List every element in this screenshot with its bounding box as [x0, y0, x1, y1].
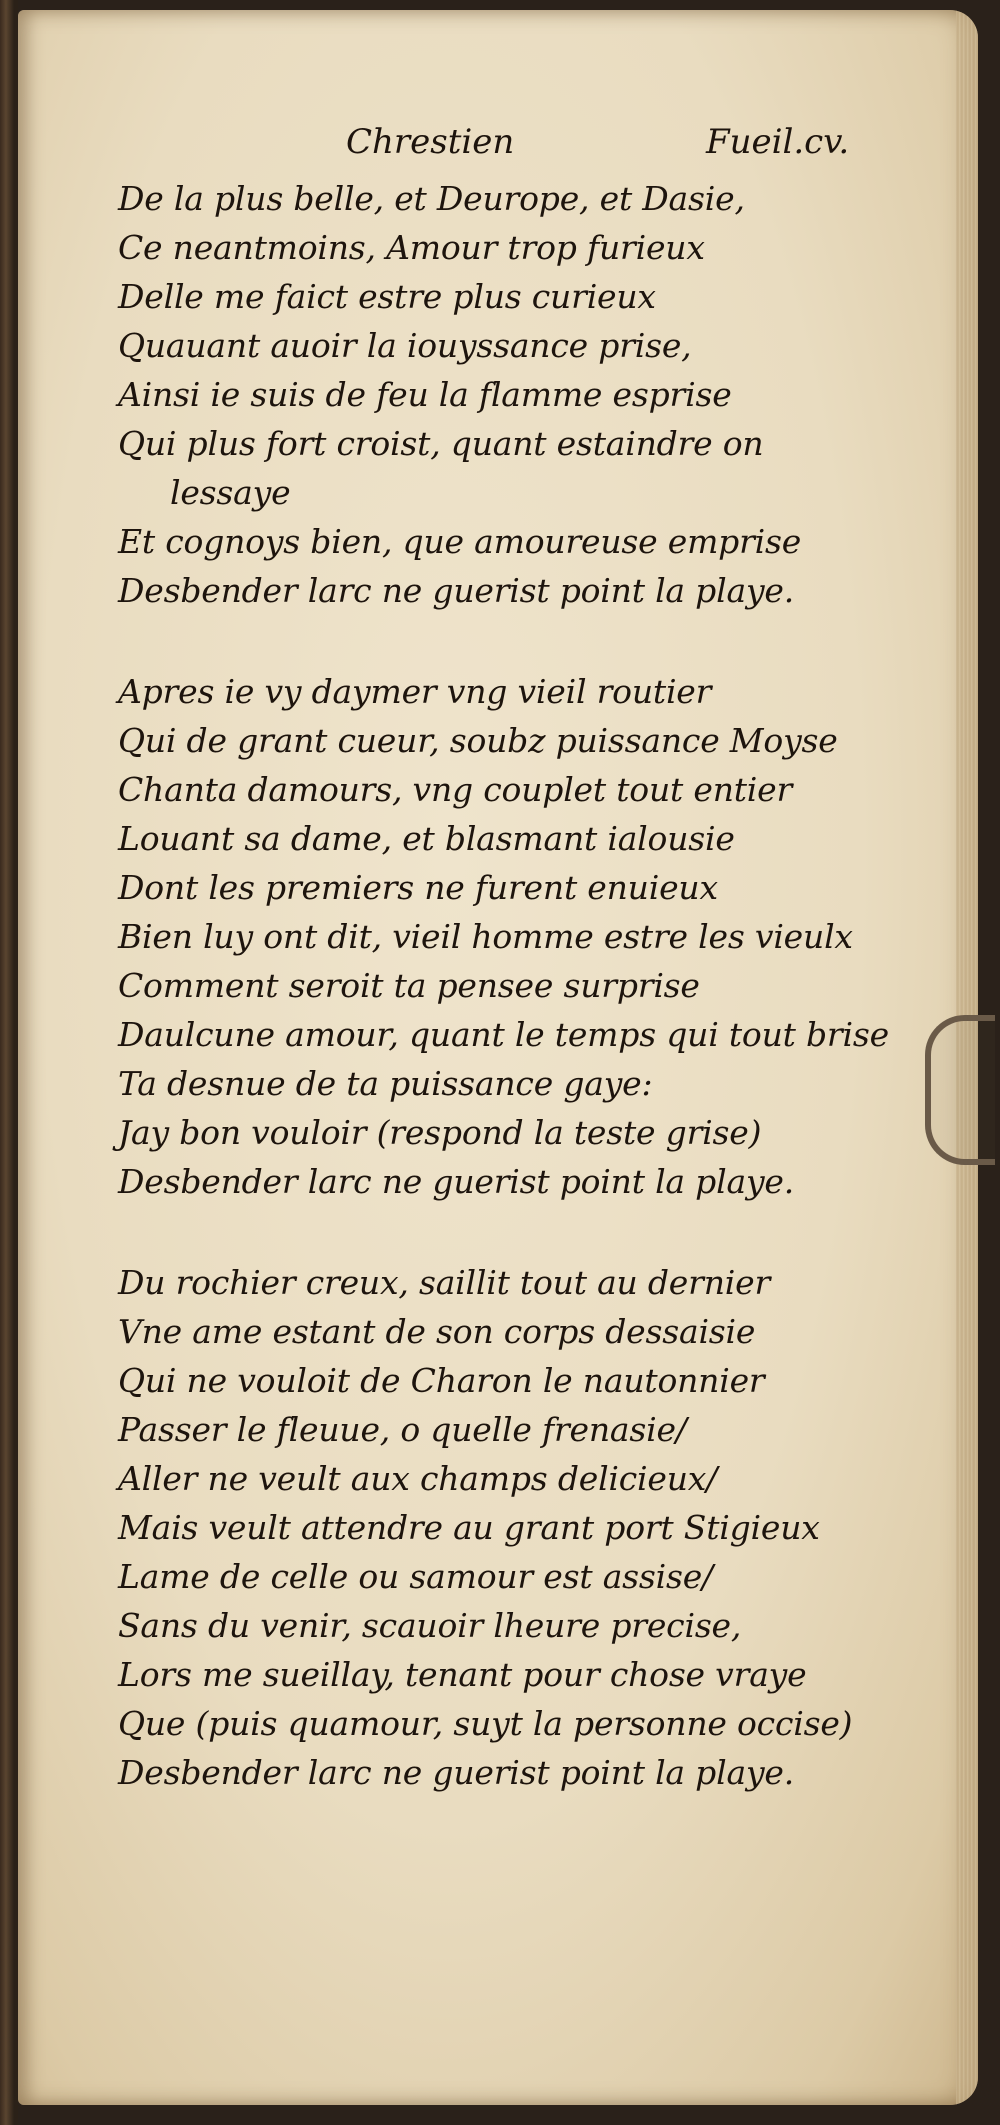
- verse-line: Chanta damours, vng couplet tout entier: [118, 770, 793, 809]
- running-title: Chrestien: [346, 122, 515, 162]
- verse-line: Mais veult attendre au grant port Stigieux: [118, 1508, 820, 1547]
- verse-line: Desbender larc ne guerist point la playe.: [118, 1162, 795, 1201]
- verse-line: Comment seroit ta pensee surprise: [118, 966, 700, 1005]
- stanza: [118, 1258, 918, 1797]
- verse-line: Desbender larc ne guerist point la playe.: [118, 1753, 795, 1792]
- verse-line: Dont les premiers ne furent enuieux: [118, 868, 718, 907]
- verse-line: Quauant auoir la iouyssance prise,: [118, 326, 692, 365]
- verse-line: Daulcune amour, quant le temps qui tout brise: [118, 1015, 889, 1054]
- stanza: [118, 667, 918, 1206]
- verse-line: Lame de celle ou samour est assise/: [118, 1557, 713, 1596]
- verse-line: Sans du venir, scauoir lheure precise,: [118, 1606, 742, 1645]
- verse-line: lessaye: [170, 473, 291, 512]
- folio-number: Fueil.cv.: [706, 122, 850, 162]
- verse-line: Lors me sueillay, tenant pour chose vraye: [118, 1655, 807, 1694]
- verse-line: Ce neantmoins, Amour trop furieux: [118, 228, 705, 267]
- running-head: [118, 122, 918, 174]
- verse-line: Bien luy ont dit, vieil homme estre les vieulx: [118, 917, 853, 956]
- verse-line: Qui plus fort croist, quant estaindre on: [118, 424, 764, 463]
- verse-line: De la plus belle, et Deurope, et Dasie,: [118, 179, 745, 218]
- verse-line: Ainsi ie suis de feu la flamme esprise: [118, 375, 732, 414]
- verse-line: Qui de grant cueur, soubz puissance Moyse: [118, 721, 838, 760]
- verse-line: Qui ne vouloit de Charon le nautonnier: [118, 1361, 765, 1400]
- verse-line: Vne ame estant de son corps dessaisie: [118, 1312, 756, 1351]
- verse-line: Jay bon vouloir (respond la teste grise): [118, 1113, 762, 1152]
- verse-line: Louant sa dame, et blasmant ialousie: [118, 819, 735, 858]
- verse-line: Passer le fleuue, o quelle frenasie/: [118, 1410, 687, 1449]
- verse-line: Que (puis quamour, suyt la personne occise): [118, 1704, 853, 1743]
- verse-line: Delle me faict estre plus curieux: [118, 277, 656, 316]
- book-page: [18, 10, 978, 2105]
- text-block: [118, 122, 918, 1797]
- stanza: [118, 174, 918, 615]
- verse-line: Aller ne veult aux champs delicieux/: [118, 1459, 718, 1498]
- verse-line: Desbender larc ne guerist point la playe.: [118, 571, 795, 610]
- book-clasp: [925, 1015, 995, 1165]
- verse-line: Ta desnue de ta puissance gaye:: [118, 1064, 653, 1103]
- verse-line: Apres ie vy daymer vng vieil routier: [118, 672, 712, 711]
- verse-line: Et cognoys bien, que amoureuse emprise: [118, 522, 802, 561]
- verse-line: Du rochier creux, saillit tout au dernier: [118, 1263, 771, 1302]
- poem-body: [118, 174, 918, 1797]
